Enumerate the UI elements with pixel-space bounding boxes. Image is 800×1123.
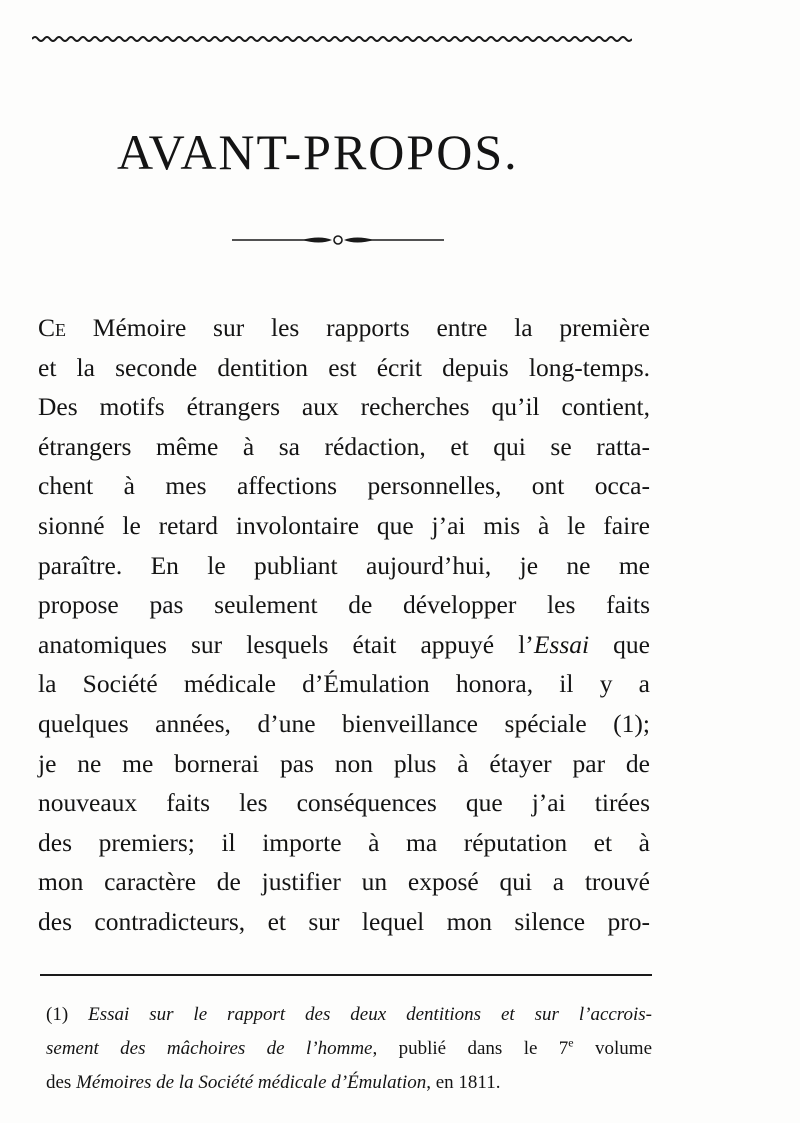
text-line: je ne me bornerai pas non plus à étayer par de (38, 748, 650, 778)
text-line: la Société médicale d’Émulation honora, il y a (38, 669, 650, 699)
text-line: étrangers même à sa rédaction, et qui se ratta- (38, 431, 650, 461)
essai-italic: Essai (533, 629, 590, 659)
line-text: anatomiques sur lesquels était appuyé l’ (38, 629, 534, 659)
footnote-title-italic: Essai sur le rapport des deux dentitions et sur l’accrois- (88, 1004, 652, 1025)
journal-title-italic: Mémoires de la Société médicale d’Émulation (76, 1072, 427, 1093)
text-line: mon caractère de justifier un exposé qui a trouvé (38, 867, 650, 897)
text-line (38, 625, 650, 665)
text-line: sionné le retard involontaire que j’ai mis à le faire (38, 510, 650, 540)
top-ornamental-rule (32, 34, 632, 44)
text-line: des premiers; il importe à ma réputation et à (38, 827, 650, 857)
footnote-line (46, 998, 652, 1032)
footnote-marker: (1) (46, 1004, 69, 1025)
footnote-line (46, 1032, 652, 1066)
text-line: paraître. En le publiant aujourd’hui, je ne me (38, 550, 650, 580)
text-line: Des motifs étrangers aux recherches qu’il contient, (38, 392, 650, 422)
title-ornament-divider (232, 232, 444, 248)
footnote-text: volume (573, 1038, 652, 1059)
footnote-title-italic: sement des mâchoires de l’homme (46, 1038, 373, 1059)
footnote-separator-rule (40, 973, 652, 977)
text-line: nouveaux faits les conséquences que j’ai tirées (38, 788, 650, 818)
text-line: chent à mes affections personnelles, ont occa- (38, 471, 650, 501)
body-paragraph (38, 308, 650, 942)
page-title: AVANT-PROPOS. (117, 124, 519, 180)
footnote-line (46, 1066, 652, 1100)
footnote (46, 998, 652, 1100)
text-line: propose pas seulement de développer les faits (38, 590, 650, 620)
text-line (38, 308, 650, 348)
ordinal-superscript: e (568, 1035, 574, 1050)
text-line: et la seconde dentition est écrit depuis long-temps. (38, 352, 650, 382)
text-line: des contradicteurs, et sur lequel mon silence pro- (38, 906, 650, 936)
footnote-text: , en 1811. (426, 1072, 501, 1093)
line-text: Mémoire sur les rapports entre la première (66, 313, 650, 342)
footnote-text: des (46, 1072, 77, 1093)
text-line: quelques années, d’une bienveillance spéciale (1); (38, 708, 650, 738)
dropcap-word: Ce (38, 313, 67, 342)
footnote-text: , publié dans le 7 (372, 1038, 569, 1059)
line-text: que (589, 629, 650, 659)
